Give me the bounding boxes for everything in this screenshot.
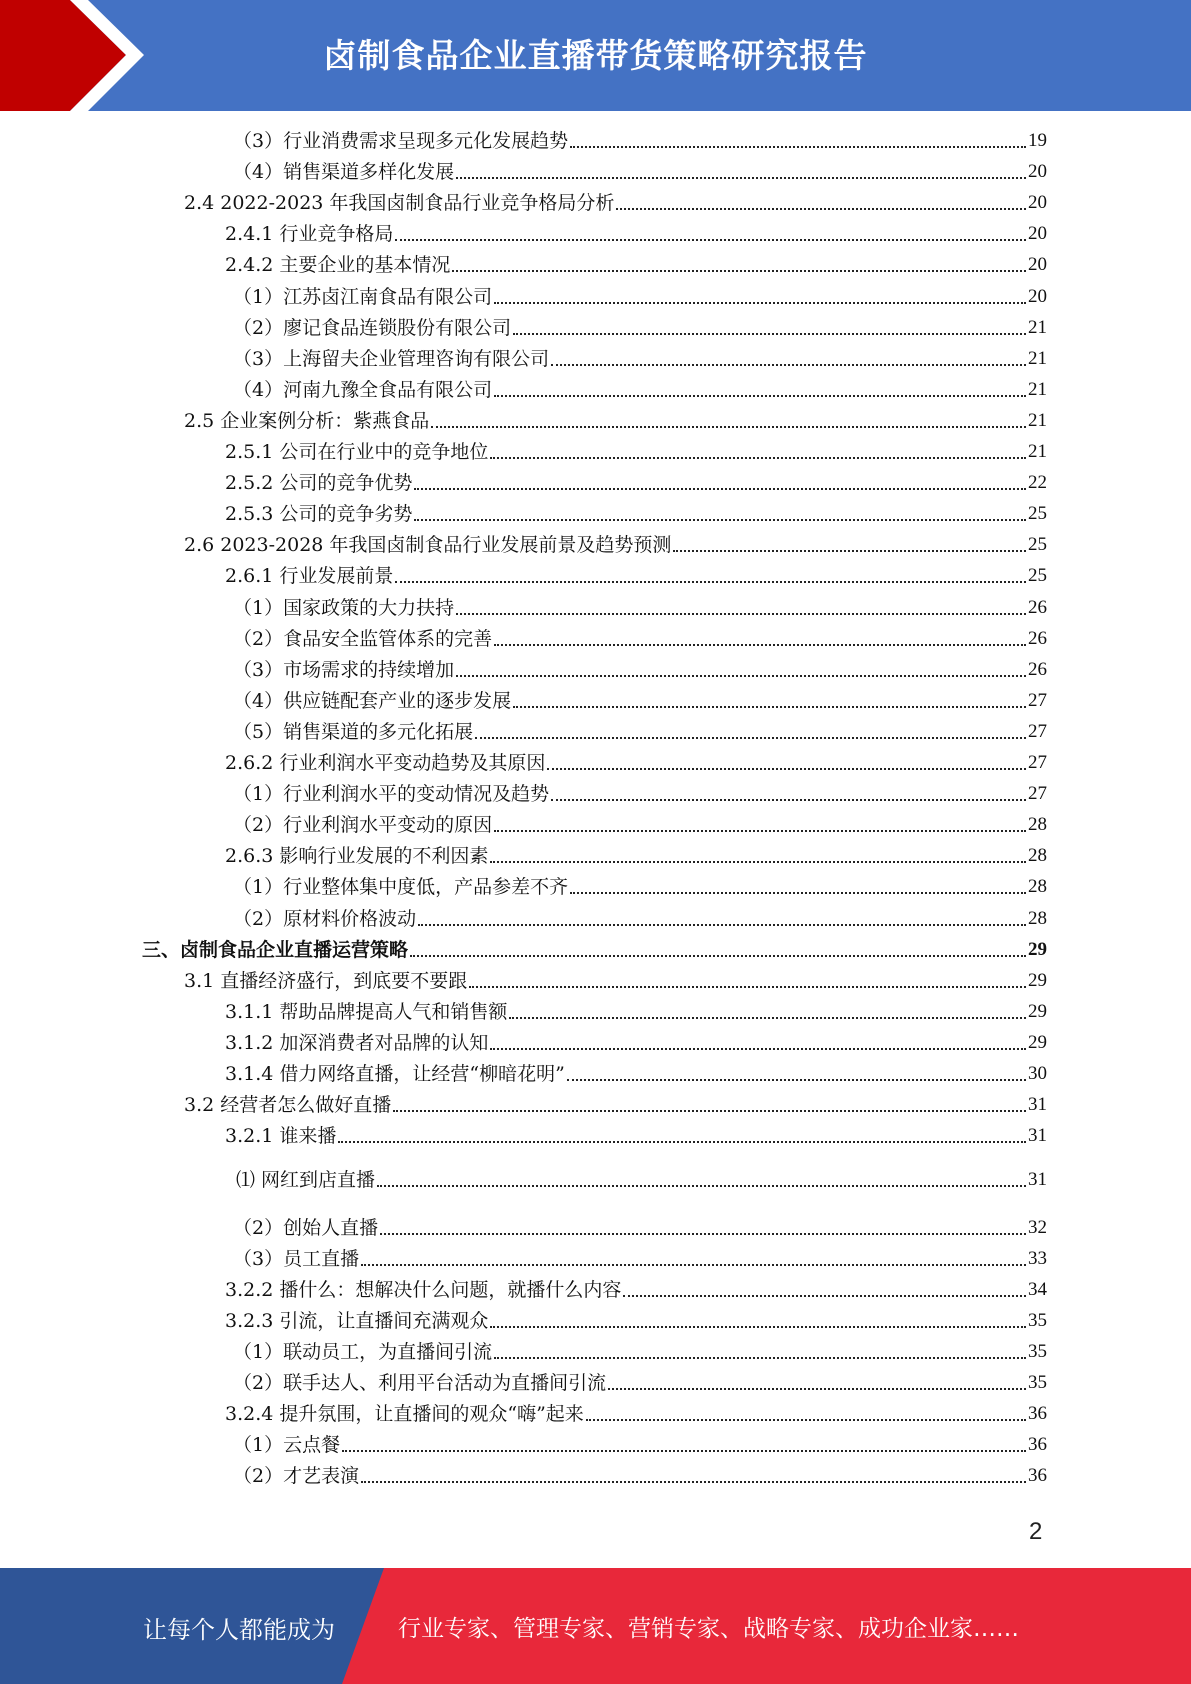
toc-entry[interactable]: 2.5 企业案例分析：紫燕食品 21 xyxy=(184,410,1047,432)
toc-entry[interactable]: （2）行业利润水平变动的原因 28 xyxy=(233,814,1047,836)
header-title: 卤制食品企业直播带货策略研究报告 xyxy=(323,36,868,75)
toc-entry[interactable]: 2.4 2022-2023 年我国卤制食品行业竞争格局分析 20 xyxy=(184,192,1047,214)
toc-entry[interactable]: （3）上海留夫企业管理咨询有限公司 21 xyxy=(233,348,1047,370)
page-header xyxy=(0,0,1191,111)
toc-entry[interactable]: （3）行业消费需求呈现多元化发展趋势 19 xyxy=(233,130,1047,152)
toc-entry[interactable]: （2）食品安全监管体系的完善 26 xyxy=(233,628,1047,650)
toc-entry[interactable]: （1）行业利润水平的变动情况及趋势 27 xyxy=(233,783,1047,805)
toc-entry[interactable]: 2.6.3 影响行业发展的不利因素 28 xyxy=(225,845,1047,867)
toc-entry[interactable]: 3.1.2 加深消费者对品牌的认知 29 xyxy=(225,1032,1047,1054)
toc-entry[interactable]: （2）廖记食品连锁股份有限公司 21 xyxy=(233,317,1047,339)
page-number: 2 xyxy=(1029,1518,1043,1545)
toc-entry[interactable]: 3.2.1 谁来播 31 xyxy=(225,1125,1047,1147)
toc-entry[interactable]: （4）供应链配套产业的逐步发展 27 xyxy=(233,690,1047,712)
toc-entry[interactable]: 2.6.1 行业发展前景 25 xyxy=(225,565,1047,587)
toc-entry[interactable]: 2.5.2 公司的竞争优势 22 xyxy=(225,472,1047,494)
footer-slogan-left: 让每个人都能成为 xyxy=(143,1616,335,1644)
toc-entry[interactable]: （1）国家政策的大力扶持 26 xyxy=(233,597,1047,619)
toc-entry[interactable]: （1）联动员工，为直播间引流 35 xyxy=(233,1341,1047,1363)
toc-entry[interactable]: ⑴ 网红到店直播 31 xyxy=(236,1169,1047,1191)
toc-entry[interactable]: 3.2.3 引流，让直播间充满观众 35 xyxy=(225,1310,1047,1332)
toc-entry[interactable]: 3.1 直播经济盛行，到底要不要跟 29 xyxy=(184,970,1047,992)
toc-entry[interactable]: 2.5.3 公司的竞争劣势 25 xyxy=(225,503,1047,525)
toc-entry[interactable]: （3）员工直播 33 xyxy=(233,1248,1047,1270)
toc-entry[interactable]: （1）江苏卤江南食品有限公司 20 xyxy=(233,286,1047,308)
toc-chapter-entry[interactable]: 三、卤制食品企业直播运营策略 29 xyxy=(142,939,1047,961)
toc-entry[interactable]: 3.2.2 播什么：想解决什么问题，就播什么内容 34 xyxy=(225,1279,1047,1301)
toc-entry[interactable]: 2.4.1 行业竞争格局 20 xyxy=(225,223,1047,245)
toc-entry[interactable]: 2.6 2023-2028 年我国卤制食品行业发展前景及趋势预测 25 xyxy=(184,534,1047,556)
footer-slogan-right: 行业专家、管理专家、营销专家、战略专家、成功企业家…… xyxy=(398,1616,1019,1642)
toc-entry[interactable]: （1）云点餐 36 xyxy=(233,1434,1047,1456)
toc-entry[interactable]: 3.1.4 借力网络直播，让经营“柳暗花明” 30 xyxy=(225,1063,1047,1085)
page-footer xyxy=(0,1568,1191,1684)
toc-entry[interactable]: 3.2.4 提升氛围，让直播间的观众“嗨”起来 36 xyxy=(225,1403,1047,1425)
toc-entry[interactable]: （2）原材料价格波动 28 xyxy=(233,908,1047,930)
toc-entry[interactable]: （3）市场需求的持续增加 26 xyxy=(233,659,1047,681)
toc-entry[interactable]: （5）销售渠道的多元化拓展 27 xyxy=(233,721,1047,743)
toc-entry[interactable]: （1）行业整体集中度低，产品参差不齐 28 xyxy=(233,876,1047,898)
toc-entry[interactable]: 2.6.2 行业利润水平变动趋势及其原因 27 xyxy=(225,752,1047,774)
toc-entry[interactable]: （2）才艺表演 36 xyxy=(233,1465,1047,1487)
toc-entry[interactable]: 2.4.2 主要企业的基本情况 20 xyxy=(225,254,1047,276)
toc-entry[interactable]: （2）创始人直播 32 xyxy=(233,1217,1047,1239)
toc-entry[interactable]: （4）河南九豫全食品有限公司 21 xyxy=(233,379,1047,401)
toc-entry[interactable]: 2.5.1 公司在行业中的竞争地位 21 xyxy=(225,441,1047,463)
toc-entry[interactable]: （4）销售渠道多样化发展 20 xyxy=(233,161,1047,183)
toc-entry[interactable]: 3.2 经营者怎么做好直播 31 xyxy=(184,1094,1047,1116)
toc-entry[interactable]: 3.1.1 帮助品牌提高人气和销售额 29 xyxy=(225,1001,1047,1023)
toc-entry[interactable]: （2）联手达人、利用平台活动为直播间引流 35 xyxy=(233,1372,1047,1394)
